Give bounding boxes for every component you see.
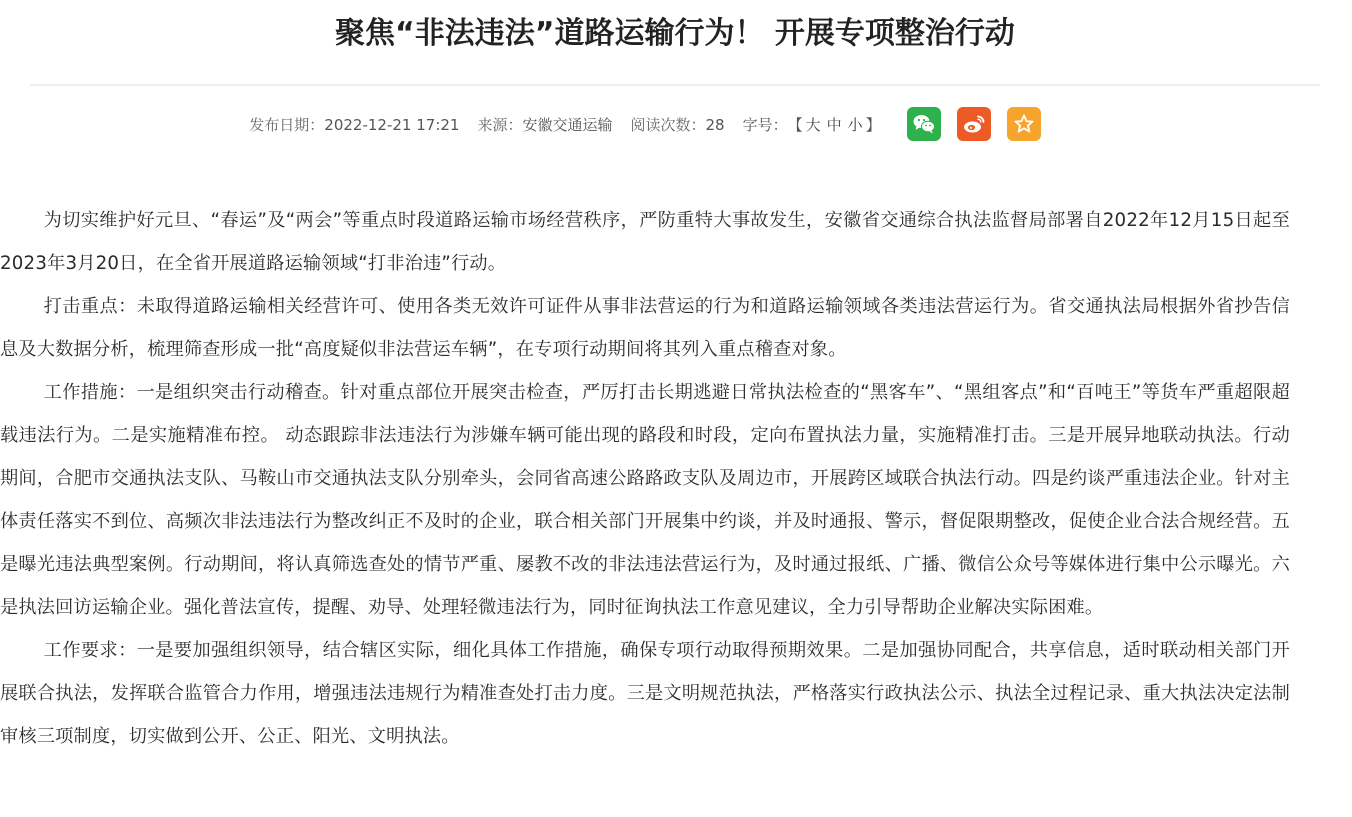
font-size-bracket-close: 】 bbox=[865, 115, 881, 134]
share-wechat-button[interactable] bbox=[907, 107, 941, 141]
publish-date bbox=[249, 114, 459, 135]
share-buttons bbox=[907, 107, 1041, 141]
paragraph-intro: 为切实维护好元旦、“春运”及“两会”等重点时段道路运输市场经营秩序，严防重特大事故发生，安徽省交通综合执法监督局部署自2022年12月15日起至2023年3月20日，在全省开展道路运输领域“打非治违”行动。 bbox=[0, 210, 1290, 274]
star-icon bbox=[1013, 113, 1035, 135]
font-size-label: 字号： bbox=[742, 115, 788, 134]
publish-date-value: 2022-12-21 17:21 bbox=[324, 115, 460, 134]
read-count bbox=[631, 114, 725, 135]
font-size-medium-link[interactable]: 中 bbox=[826, 115, 842, 134]
weibo-icon bbox=[962, 113, 986, 135]
read-count-label: 阅读次数： bbox=[630, 115, 706, 134]
title-divider bbox=[30, 84, 1320, 86]
favorite-button[interactable] bbox=[1007, 107, 1041, 141]
source-label: 来源： bbox=[477, 115, 523, 134]
font-size-switcher bbox=[743, 114, 881, 135]
source-value: 安徽交通运输 bbox=[522, 115, 613, 134]
font-size-small-link[interactable]: 小 bbox=[847, 115, 863, 134]
paragraph-work-measures: 工作措施：一是组织突击行动稽查。针对重点部位开展突击检查，严厉打击长期逃避日常执法检查的“黑客车”、“黑组客点”和“百吨王”等货车严重超限超载违法行为。二是实施精准布控。 动态跟踪非法违法行为涉嫌车辆可能出现的路段和时段，定向布置执法力量，实施精准打击。三是开展异地联动执法。行动期间，合肥市交通执法支队、马鞍山市交通执法支队分别牵头，会同省高速公路路政支队及周边市，开展跨区域联合执法行动。四是约谈严重违法企业。针对主体责任落实不到位、高频次非法违法行为整改纠正不及时的企业，联合相关部门开展集中约谈，并及时通报、警示，督促限期整改，促使企业合法合规经营。五是曝光违法典型案例。行动期间，将认真筛选查处的情节严重、屡教不改的非法违法营运行为，及时通过报纸、广播、微信公众号等媒体进行集中公示曝光。六是执法回访运输企业。强化普法宣传，提醒、劝导、处理轻微违法行为，同时征询执法工作意见建议，全力引导帮助企业解决实际困难。 bbox=[0, 382, 1290, 618]
page-title: 聚焦“非法违法”道路运输行为！ 开展专项整治行动 bbox=[335, 16, 1015, 51]
paragraph-key-targets: 打击重点：未取得道路运输相关经营许可、使用各类无效许可证件从事非法营运的行为和道路运输领域各类违法营运行为。省交通执法局根据外省抄告信息及大数据分析，梳理筛查形成一批“高度疑似非法营运车辆”，在专项行动期间将其列入重点稽查对象。 bbox=[0, 296, 1290, 360]
wechat-icon bbox=[912, 113, 936, 135]
read-count-value: 28 bbox=[705, 115, 725, 134]
font-size-bracket-open: 【 bbox=[787, 115, 803, 134]
paragraph-work-requirements: 工作要求：一是要加强组织领导，结合辖区实际，细化具体工作措施，确保专项行动取得预期效果。二是加强协同配合，共享信息，适时联动相关部门开展联合执法，发挥联合监管合力作用，增强违法违规行为精准查处打击力度。三是文明规范执法，严格落实行政执法公示、执法全过程记录、重大执法决定法制审核三项制度，切实做到公开、公正、阳光、文明执法。 bbox=[0, 640, 1290, 747]
article-meta bbox=[0, 100, 1290, 148]
share-weibo-button[interactable] bbox=[957, 107, 991, 141]
publish-date-label: 发布日期： bbox=[249, 115, 325, 134]
source bbox=[477, 114, 612, 135]
article-body bbox=[0, 199, 1290, 758]
article bbox=[30, 0, 1320, 86]
font-size-large-link[interactable]: 大 bbox=[805, 115, 821, 134]
